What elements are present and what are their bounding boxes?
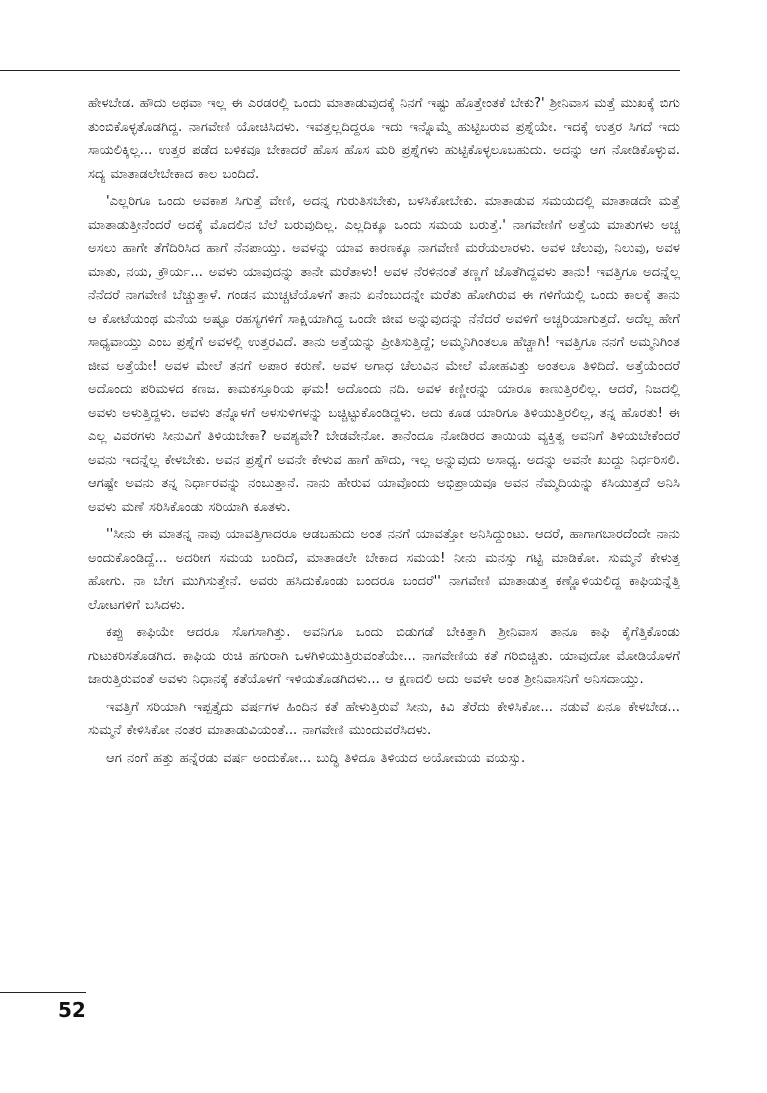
paragraph-6: ಆಗ ನಂಗೆ ಹತ್ತು ಹನ್ನೆರಡು ವರ್ಷ ಅಂದುಕೋ... ಬುದ್ಧಿ ತಿಳಿದೂ ತಿಳಿಯದ ಅಯೋಮಯ ವಯಸ್ಸು. [106, 750, 526, 766]
paragraph-3: ''ಸೀನು ಈ ಮಾತನ್ನ ನಾವು ಯಾವತ್ತಿಗಾದರೂ ಆಡಬಹುದು ಅಂತ ನನಗೆ ಯಾವತ್ತೋ ಅನಿಸಿದ್ದುಂಟು. ಆದರೆ, ಹಾಗಾಗಬಾರದೆಂದೇ ನಾನು ಅಂದುಕೊಂಡಿದ್ದೆ... ಅದರೀಗ ಸಮಯ ಬಂದಿದೆ, ಮಾತಾಡಲೇ ಬೇಕಾದ ಸಮಯ! ನೀನು ಮನಸ್ಸು ಗಟ್ಟಿ ಮಾಡಿಕೋ. ಸುಮ್ಮನೆ ಕೇಳುತ್ತ ಹೋಗು. ನಾ ಬೇಗ ಮುಗಿಸುತ್ತೇನೆ. ಅವರು ಹಸಿದುಕೊಂಡು ಬಂದರೂ ಬಂದರೆ'' ನಾಗವೇಣಿ ಮಾತಾಡುತ್ತ ಕಣ್ಣೊಳಿಯಲಿದ್ದ ಕಾಫಿಯನ್ನೆತ್ತಿ ಲೋಟಗಳಿಗೆ ಬಸಿದಳು. [88, 527, 680, 613]
footer-rule [0, 992, 86, 993]
page-body [88, 92, 680, 1012]
paragraph-2: 'ಎಲ್ಲರಿಗೂ ಒಂದು ಅವಕಾಶ ಸಿಗುತ್ತೆ ವೇಣಿ, ಅದನ್ನ ಗುರುತಿಸಬೇಕು, ಬಳಸಿಕೋಬೇಕು. ಮಾತಾಡುವ ಸಮಯದಲ್ಲಿ ಮಾತಾಡದೇ ಮತ್ತೆ ಮಾತಾಡುತ್ತೀನೆಂದರೆ ಅದಕ್ಕೆ ಮೊದಲಿನ ಬೆಲೆ ಬರುವುದಿಲ್ಲ. ಎಲ್ಲದಿಕ್ಕೂ ಒಂದು ಸಮಯ ಬರುತ್ತೆ.' ನಾಗವೇಣಿಗೆ ಅತ್ತೆಯ ಮಾತುಗಳು ಅಚ್ಚ ಅಸಲು ಹಾಗೇ ತೆಗೆದಿರಿಸಿದ ಹಾಗೆ ನೆನಪಾಯ್ತು. ಅವಳನ್ನು ಯಾವ ಕಾರಣಕ್ಕೂ ನಾಗವೇಣಿ ಮರೆಯಲಾರಳು. ಅವಳ ಚೆಲುವು, ನಿಲುವು, ಅವಳ ಮಾತು, ನಯ, ಕ್ರೌರ್ಯ... ಅವಳು ಯಾವುದನ್ನು ತಾನೇ ಮರೆತಾಳು! ಅವಳ ನೆರಳಿನಂತೆ ತಣ್ಣಗೆ ಜೊತೆಗಿದ್ದವಳು ತಾನು! ಇವತ್ತಿಗೂ ಅದನ್ನೆಲ್ಲ ನೆನೆದರೆ ನಾಗವೇಣಿ ಬೆಚ್ಚುತ್ತಾಳೆ. ಗಂಡನ ಮುಚ್ಚಟೆಯೊಳಗೆ ತಾನು ಏನೆಂಬುದನ್ನೇ ಮರೆತು ಹೋಗಿರುವ ಈ ಗಳಿಗೆಯಲ್ಲಿ ಒಂದು ಕಾಲಕ್ಕೆ ತಾನು ಆ ಕೋಟೆಯಂಥ ಮನೆಯ ಅಷ್ಟೂ ರಹಸ್ಯಗಳಿಗೆ ಸಾಕ್ಷಿಯಾಗಿದ್ದ ಒಂದೇ ಜೀವ ಅನ್ನುವುದನ್ನು ನೆನೆದರೆ ಅವಳಿಗೆ ಅಚ್ಚರಿಯಾಗುತ್ತದೆ. ಅದೆಲ್ಲ ಹೇಗೆ ಸಾಧ್ಯವಾಯ್ತು ಎಂಬ ಪ್ರಶ್ನೆಗೆ ಅವಳಲ್ಲಿ ಉತ್ತರವಿದೆ. ತಾನು ಅತ್ತೆಯನ್ನು ಪ್ರೀತಿಸುತ್ತಿದ್ದೆ; ಅಮ್ಮನಿಗಿಂತಲೂ ಹೆಚ್ಚಾಗಿ! ಇವತ್ತಿಗೂ ನನಗೆ ಅಮ್ಮನಿಗಿಂತ ಜೀವ ಅತ್ತೆಯೇ! ಅವಳ ಮೇಲೆ ತನಗೆ ಅಪಾರ ಕರುಣೆ. ಅವಳ ಅಗಾಧ ಚೆಲುವಿನ ಮೇಲೆ ಮೋಹವಿತ್ತು ಅಂತಲೂ ತಿಳಿದಿದೆ. ಅತ್ತೆಯೆಂದರೆ ಅದೊಂದು ಪರಿಮಳದ ಕಣಜ. ಕಾಮಕಸ್ತೂರಿಯ ಘಮ! ಅದೊಂದು ನದಿ. ಅವಳ ಕಣ್ಣೀರನ್ನು ಯಾರೂ ಕಾಣುತ್ತಿರಲಿಲ್ಲ. ಆದರೆ, ನಿಜದಲ್ಲಿ ಅವಳು ಅಳುತ್ತಿದ್ದಳು. ಅವಳು ತನ್ನೊಳಗೆ ಅಳಸುಳಿಗಳನ್ನು ಬಚ್ಚಿಟ್ಟುಕೊಂಡಿದ್ದಳು. ಅದು ಕೂಡ ಯಾರಿಗೂ ತಿಳಿಯುತ್ತಿರಲಿಲ್ಲ, ತನ್ನ ಹೊರತು! ಈ ಎಲ್ಲ ವಿವರಗಳು ಸೀನುವಿಗೆ ತಿಳಿಯಬೇಕಾ? ಅವಶ್ಯವೇ? ಬೇಡವೇನೋ. ತಾನೆಂದೂ ನೋಡಿರದ ತಾಯಿಯ ವ್ಯಕ್ತಿತ್ವ ಅವನಿಗೆ ತಿಳಿಯಬೇಕೆಂದರೆ ಅವನು ಇದನ್ನೆಲ್ಲ ಕೇಳಬೇಕು. ಅವನ ಪ್ರಶ್ನೆಗೆ ಅವನೇ ಕೇಳುವ ಹಾಗೆ ಹೌದು, ಇಲ್ಲ ಅನ್ನುವುದು ಅಸಾಧ್ಯ. ಅದನ್ನು ಅವನೇ ಖುದ್ದು ನಿರ್ಧರಿಸಲಿ. ಆಗಷ್ಟೇ ಅವನು ತನ್ನ ನಿರ್ಧಾರವನ್ನು ನಂಬುತ್ತಾನೆ. ನಾನು ಹೇರುವ ಯಾವೊಂದು ಅಭಿಪ್ರಾಯವೂ ಅವನ ನೆಮ್ಮದಿಯನ್ನು ಕಸಿಯುತ್ತದೆ ಅನಿಸಿ ಅವಳು ಮಣೆ ಸರಿಸಿಕೊಂಡು ಸರಿಯಾಗಿ ಕೂತಳು. [88, 194, 680, 515]
paragraph-1: ಹೇಳಬೇಡ. ಹೌದು ಅಥವಾ ಇಲ್ಲ ಈ ಎರಡರಲ್ಲಿ ಒಂದು ಮಾತಾಡುವುದಕ್ಕೆ ನಿನಗೆ ಇಷ್ಟು ಹೊತ್ತೇಂತಕೆ ಬೇಕು?' ಶ್ರೀನಿವಾಸ ಮತ್ತೆ ಮುಖಕ್ಕೆ ಬಿಗು ತುಂಬಿಕೊಳ್ಳತೊಡಗಿದ್ದ. ನಾಗವೇಣಿ ಯೋಚಿಸಿದಳು. ಇವತ್ತಲ್ಲದಿದ್ದರೂ ಇದು ಇನ್ನೊಮ್ಮೆ ಹುಟ್ಟಿಬರುವ ಪ್ರಶ್ನೆಯೇ. ಇದಕ್ಕೆ ಉತ್ತರ ಸಿಗದೆ ಇದು ಸಾಯಲಿಕ್ಕಿಲ್ಲ... ಉತ್ತರ ಪಡೆದ ಬಳಿಕವೂ ಬೇಕಾದರೆ ಹೊಸ ಹೊಸ ಮರಿ ಪ್ರಶ್ನೆಗಳು ಹುಟ್ಟಿಕೊಳ್ಳಲೂಬಹುದು. ಅದನ್ನು ಆಗ ನೋಡಿಕೊಳ್ಳುವ. ಸದ್ಯ ಮಾತಾಡಲೇಬೇಕಾದ ಕಾಲ ಬಂದಿದೆ. [88, 96, 680, 182]
header-rule [0, 70, 680, 71]
paragraph-5: ಇವತ್ತಿಗೆ ಸರಿಯಾಗಿ ಇಪ್ಪತ್ತೈದು ವರ್ಷಗಳ ಹಿಂದಿನ ಕತೆ ಹೇಳುತ್ತಿರುವೆ ಸೀನು, ಕಿವಿ ತೆರೆದು ಕೇಳಿಸಿಕೋ... ನಡುವೆ ಏನೂ ಕೇಳಬೇಡ... ಸುಮ್ಮನೆ ಕೇಳಿಸಿಕೋ ನಂತರ ಮಾತಾಡುವಿಯಂತೆ... ನಾಗವೇಣಿ ಮುಂದುವರೆಸಿದಳು. [88, 699, 680, 738]
page-number: 52 [58, 998, 86, 1022]
paragraph-4: ಕಪ್ಪು ಕಾಫಿಯೇ ಆದರೂ ಸೊಗಸಾಗಿತ್ತು. ಅವನಿಗೂ ಒಂದು ಬಿಡುಗಡೆ ಬೇಕಿತ್ತಾಗಿ ಶ್ರೀನಿವಾಸ ತಾನೂ ಕಾಫಿ ಕೈಗೆತ್ತಿಕೊಂಡು ಗುಟುಕರಿಸತೊಡಗಿದ. ಕಾಫಿಯ ರುಚಿ ಹಗುರಾಗಿ ಒಳಗಿಳಿಯುತ್ತಿರುವಂತೆಯೇ... ನಾಗವೇಣಿಯ ಕತೆ ಗರಿಬಿಚ್ಚಿತು. ಯಾವುದೋ ಮೋಡಿಯೊಳಗೆ ಜಾರುತ್ತಿರುವಂತೆ ಅವಳು ನಿಧಾನಕ್ಕೆ ಕತೆಯೊಳಗೆ ಇಳಿಯತೊಡಗಿದಳು... ಆ ಕ್ಷಣದಲಿ ಅದು ಅವಳೇ ಅಂತ ಶ್ರೀನಿವಾಸನಿಗೆ ಅನಿಸದಾಯ್ತು. [88, 625, 680, 687]
